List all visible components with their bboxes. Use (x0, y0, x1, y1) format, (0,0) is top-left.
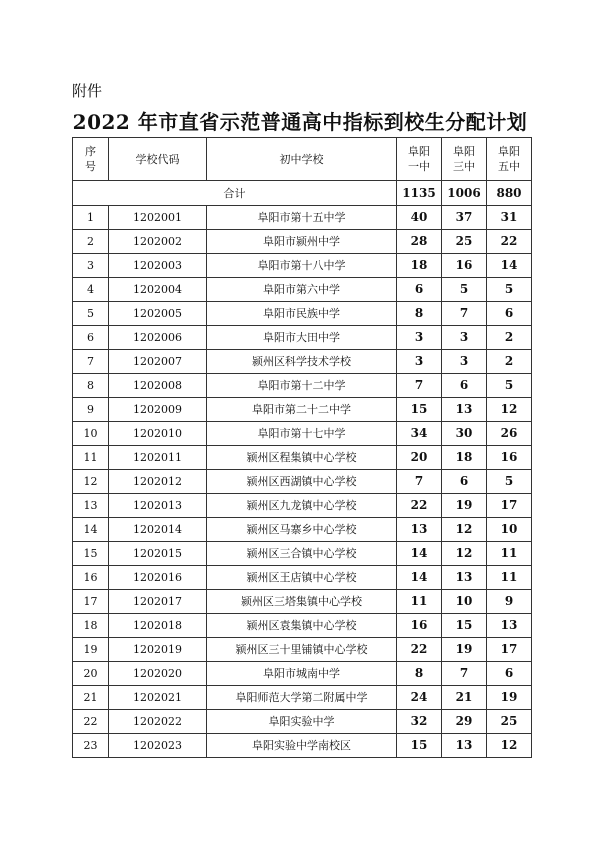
row-fuyang-no1: 13 (397, 518, 442, 542)
row-fuyang-no3: 7 (442, 302, 487, 326)
row-fuyang-no5: 17 (487, 494, 532, 518)
row-fuyang-no1: 6 (397, 278, 442, 302)
row-school-code: 1202008 (109, 374, 207, 398)
row-school-code: 1202018 (109, 614, 207, 638)
row-fuyang-no1: 16 (397, 614, 442, 638)
row-fuyang-no1: 22 (397, 494, 442, 518)
row-fuyang-no5: 19 (487, 686, 532, 710)
row-fuyang-no3: 12 (442, 542, 487, 566)
row-school-code: 1202006 (109, 326, 207, 350)
row-school-code: 1202017 (109, 590, 207, 614)
header-fuyang-no5 (487, 138, 532, 181)
header-fuyang-no1-line1: 阜阳 (408, 145, 430, 158)
row-fuyang-no5: 5 (487, 278, 532, 302)
row-fuyang-no1: 14 (397, 542, 442, 566)
table-row (73, 710, 532, 734)
row-fuyang-no3: 29 (442, 710, 487, 734)
row-fuyang-no5: 6 (487, 662, 532, 686)
row-school-name: 颍州区三合镇中心学校 (207, 542, 397, 566)
table-row (73, 230, 532, 254)
row-fuyang-no5: 2 (487, 326, 532, 350)
table-header-row (73, 138, 532, 181)
row-fuyang-no3: 3 (442, 350, 487, 374)
table-row (73, 590, 532, 614)
row-seq: 1 (73, 206, 109, 230)
total-fuyang-no5: 880 (487, 181, 532, 206)
row-fuyang-no5: 5 (487, 470, 532, 494)
row-fuyang-no5: 11 (487, 542, 532, 566)
row-seq: 19 (73, 638, 109, 662)
row-fuyang-no1: 34 (397, 422, 442, 446)
page-title: 2022 年市直省示范普通高中指标到校生分配计划 (72, 110, 528, 134)
total-label: 合计 (73, 181, 397, 206)
row-fuyang-no5: 25 (487, 710, 532, 734)
row-seq: 11 (73, 446, 109, 470)
row-fuyang-no3: 15 (442, 614, 487, 638)
row-fuyang-no3: 13 (442, 566, 487, 590)
row-seq: 22 (73, 710, 109, 734)
row-school-code: 1202001 (109, 206, 207, 230)
row-fuyang-no3: 25 (442, 230, 487, 254)
table-row (73, 662, 532, 686)
row-school-code: 1202003 (109, 254, 207, 278)
row-school-name: 阜阳师范大学第二附属中学 (207, 686, 397, 710)
total-fuyang-no1: 1135 (397, 181, 442, 206)
table-row (73, 422, 532, 446)
row-school-name: 颍州区西湖镇中心学校 (207, 470, 397, 494)
row-school-name: 阜阳市民族中学 (207, 302, 397, 326)
row-seq: 23 (73, 734, 109, 758)
row-school-code: 1202019 (109, 638, 207, 662)
header-fuyang-no3 (442, 138, 487, 181)
row-school-name: 颍州区袁集镇中心学校 (207, 614, 397, 638)
row-school-code: 1202012 (109, 470, 207, 494)
row-seq: 15 (73, 542, 109, 566)
row-school-name: 颍州区科学技术学校 (207, 350, 397, 374)
table-row (73, 326, 532, 350)
table-row (73, 542, 532, 566)
row-school-name: 阜阳市第二十二中学 (207, 398, 397, 422)
table-row (73, 734, 532, 758)
row-fuyang-no5: 6 (487, 302, 532, 326)
row-seq: 16 (73, 566, 109, 590)
row-fuyang-no1: 3 (397, 350, 442, 374)
row-school-code: 1202020 (109, 662, 207, 686)
row-seq: 20 (73, 662, 109, 686)
row-school-code: 1202014 (109, 518, 207, 542)
table-row (73, 638, 532, 662)
attachment-label: 附件 (72, 82, 103, 100)
table-row (73, 518, 532, 542)
row-fuyang-no5: 16 (487, 446, 532, 470)
row-fuyang-no1: 7 (397, 374, 442, 398)
row-seq: 8 (73, 374, 109, 398)
row-fuyang-no1: 32 (397, 710, 442, 734)
row-seq: 18 (73, 614, 109, 638)
table-row (73, 398, 532, 422)
row-seq: 2 (73, 230, 109, 254)
row-school-name: 阜阳市第六中学 (207, 278, 397, 302)
row-fuyang-no1: 11 (397, 590, 442, 614)
row-school-code: 1202002 (109, 230, 207, 254)
row-fuyang-no1: 40 (397, 206, 442, 230)
row-school-name: 阜阳市城南中学 (207, 662, 397, 686)
row-fuyang-no5: 2 (487, 350, 532, 374)
row-fuyang-no3: 19 (442, 638, 487, 662)
row-fuyang-no5: 17 (487, 638, 532, 662)
row-fuyang-no3: 19 (442, 494, 487, 518)
row-fuyang-no1: 15 (397, 734, 442, 758)
table-row (73, 470, 532, 494)
row-school-name: 阜阳市第十七中学 (207, 422, 397, 446)
row-school-name: 阜阳市第十八中学 (207, 254, 397, 278)
row-fuyang-no1: 15 (397, 398, 442, 422)
row-fuyang-no1: 14 (397, 566, 442, 590)
row-school-name: 阜阳市第十二中学 (207, 374, 397, 398)
header-seq (73, 138, 109, 181)
row-seq: 13 (73, 494, 109, 518)
table-row (73, 350, 532, 374)
table-row (73, 446, 532, 470)
header-fuyang-no1-line2: 一中 (408, 160, 430, 173)
row-school-name: 阜阳市第十五中学 (207, 206, 397, 230)
row-fuyang-no3: 13 (442, 398, 487, 422)
row-school-code: 1202005 (109, 302, 207, 326)
row-fuyang-no5: 12 (487, 734, 532, 758)
total-fuyang-no3: 1006 (442, 181, 487, 206)
row-fuyang-no3: 5 (442, 278, 487, 302)
row-fuyang-no5: 22 (487, 230, 532, 254)
row-fuyang-no5: 9 (487, 590, 532, 614)
row-fuyang-no5: 31 (487, 206, 532, 230)
header-school: 初中学校 (207, 138, 397, 181)
row-school-code: 1202015 (109, 542, 207, 566)
row-school-code: 1202023 (109, 734, 207, 758)
row-school-code: 1202010 (109, 422, 207, 446)
row-fuyang-no3: 10 (442, 590, 487, 614)
row-fuyang-no3: 18 (442, 446, 487, 470)
row-fuyang-no1: 22 (397, 638, 442, 662)
row-school-code: 1202013 (109, 494, 207, 518)
row-school-name: 颍州区王店镇中心学校 (207, 566, 397, 590)
table-row (73, 374, 532, 398)
row-fuyang-no3: 6 (442, 374, 487, 398)
table-row (73, 686, 532, 710)
header-fuyang-no3-line2: 三中 (453, 160, 475, 173)
row-school-code: 1202022 (109, 710, 207, 734)
row-seq: 6 (73, 326, 109, 350)
row-fuyang-no3: 16 (442, 254, 487, 278)
row-school-code: 1202011 (109, 446, 207, 470)
header-fuyang-no5-line1: 阜阳 (498, 145, 520, 158)
table-row (73, 302, 532, 326)
header-fuyang-no3-line1: 阜阳 (453, 145, 475, 158)
row-fuyang-no1: 24 (397, 686, 442, 710)
row-fuyang-no1: 7 (397, 470, 442, 494)
total-row (73, 181, 532, 206)
row-seq: 9 (73, 398, 109, 422)
row-fuyang-no5: 13 (487, 614, 532, 638)
row-fuyang-no1: 20 (397, 446, 442, 470)
row-fuyang-no5: 5 (487, 374, 532, 398)
row-seq: 14 (73, 518, 109, 542)
row-fuyang-no5: 14 (487, 254, 532, 278)
row-seq: 17 (73, 590, 109, 614)
row-fuyang-no3: 21 (442, 686, 487, 710)
header-seq-line2: 号 (85, 160, 96, 173)
row-seq: 21 (73, 686, 109, 710)
header-seq-line1: 序 (85, 145, 96, 158)
row-fuyang-no1: 18 (397, 254, 442, 278)
row-fuyang-no5: 26 (487, 422, 532, 446)
row-seq: 12 (73, 470, 109, 494)
header-code: 学校代码 (109, 138, 207, 181)
row-school-name: 颍州区九龙镇中心学校 (207, 494, 397, 518)
table-row (73, 254, 532, 278)
row-fuyang-no5: 12 (487, 398, 532, 422)
row-fuyang-no1: 3 (397, 326, 442, 350)
row-school-name: 阜阳市颍州中学 (207, 230, 397, 254)
row-fuyang-no3: 3 (442, 326, 487, 350)
allocation-table (72, 137, 532, 758)
row-school-name: 阜阳市大田中学 (207, 326, 397, 350)
row-fuyang-no5: 11 (487, 566, 532, 590)
header-fuyang-no5-line2: 五中 (498, 160, 520, 173)
row-seq: 10 (73, 422, 109, 446)
row-fuyang-no1: 8 (397, 662, 442, 686)
row-school-name: 颍州区程集镇中心学校 (207, 446, 397, 470)
row-fuyang-no3: 12 (442, 518, 487, 542)
table-row (73, 614, 532, 638)
row-fuyang-no3: 13 (442, 734, 487, 758)
header-fuyang-no1 (397, 138, 442, 181)
row-fuyang-no1: 8 (397, 302, 442, 326)
row-school-name: 阜阳实验中学 (207, 710, 397, 734)
row-fuyang-no3: 37 (442, 206, 487, 230)
row-school-code: 1202007 (109, 350, 207, 374)
row-school-name: 阜阳实验中学南校区 (207, 734, 397, 758)
row-fuyang-no3: 7 (442, 662, 487, 686)
row-school-code: 1202004 (109, 278, 207, 302)
table-row (73, 206, 532, 230)
row-school-code: 1202016 (109, 566, 207, 590)
row-seq: 4 (73, 278, 109, 302)
row-school-code: 1202021 (109, 686, 207, 710)
row-fuyang-no3: 6 (442, 470, 487, 494)
row-seq: 7 (73, 350, 109, 374)
row-school-code: 1202009 (109, 398, 207, 422)
row-seq: 5 (73, 302, 109, 326)
row-fuyang-no5: 10 (487, 518, 532, 542)
row-school-name: 颍州区三塔集镇中心学校 (207, 590, 397, 614)
row-fuyang-no3: 30 (442, 422, 487, 446)
row-school-name: 颍州区三十里铺镇中心学校 (207, 638, 397, 662)
table-row (73, 494, 532, 518)
row-fuyang-no1: 28 (397, 230, 442, 254)
table-row (73, 278, 532, 302)
row-seq: 3 (73, 254, 109, 278)
row-school-name: 颍州区马寨乡中心学校 (207, 518, 397, 542)
table-row (73, 566, 532, 590)
